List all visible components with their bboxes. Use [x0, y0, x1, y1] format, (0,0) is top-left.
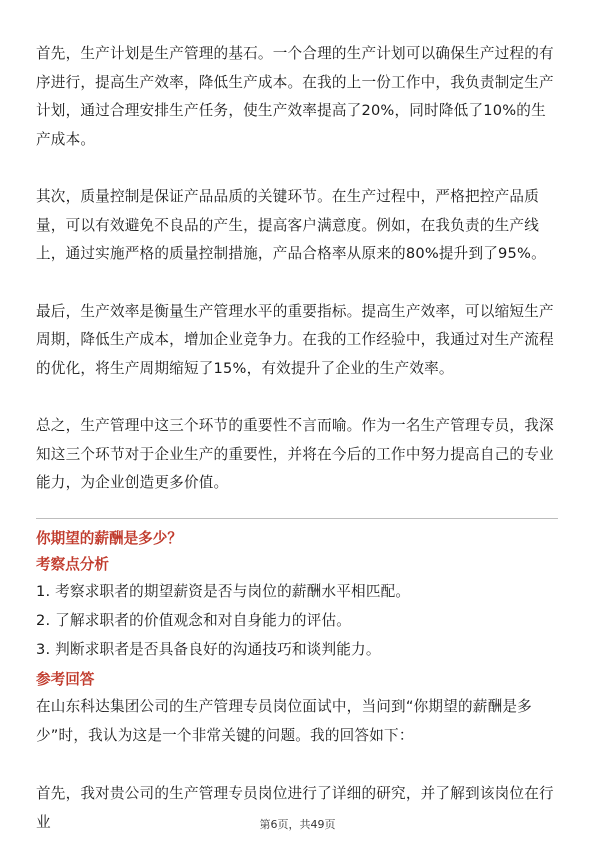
- section-divider: [36, 518, 558, 519]
- analysis-list: [36, 577, 558, 664]
- paragraph-quality: 其次，质量控制是保证产品品质的关键环节。在生产过程中，严格把控产品质量，可以有效避免不良品的产生，提高客户满意度。例如，在我负责的生产线上，通过实施严格的质量控制措施，产品合格率从原来的80%提升到了95%。: [36, 188, 546, 262]
- paragraph-planning: 首先，生产计划是生产管理的基石。一个合理的生产计划可以确保生产过程的有序进行，提高生产效率，降低生产成本。在我的上一份工作中，我负责制定生产计划，通过合理安排生产任务，使生产效率提高了20%，同时降低了10%的生产成本。: [36, 45, 554, 148]
- body-text: [36, 40, 558, 498]
- answer-paragraph-first: 首先，我对贵公司的生产管理专员岗位进行了详细的研究，并了解到该岗位在行业: [36, 785, 554, 831]
- list-item: 2. 了解求职者的价值观念和对自身能力的评估。: [36, 612, 352, 629]
- list-item: 3. 判断求职者是否具备良好的沟通技巧和谈判能力。: [36, 641, 381, 658]
- answer-paragraph-intro: 在山东科达集团公司的生产管理专员岗位面试中，当问到“你期望的薪酬是多少”时，我认为这是一个非常关键的问题。我的回答如下：: [36, 698, 532, 744]
- question-title: 你期望的薪酬是多少？: [36, 530, 182, 547]
- paragraph-efficiency: 最后，生产效率是衡量生产管理水平的重要指标。提高生产效率，可以缩短生产周期，降低生产成本，增加企业竞争力。在我的工作经验中，我通过对生产流程的优化，将生产周期缩短了15%，有效提升了企业的生产效率。: [36, 302, 554, 377]
- qa-section: [36, 527, 558, 837]
- analysis-heading: 考察点分析: [36, 556, 109, 573]
- paragraph-summary: 总之，生产管理中这三个环节的重要性不言而喻。作为一名生产管理专员，我深知这三个环节对于企业生产的重要性，并将在今后的工作中努力提高自己的专业能力，为企业创造更多价值。: [36, 417, 554, 491]
- reference-heading: 参考回答: [36, 671, 95, 688]
- list-item: 1. 考察求职者的期望薪资是否与岗位的薪酬水平相匹配。: [36, 583, 411, 600]
- page-number: 第6页，共49页: [259, 818, 336, 831]
